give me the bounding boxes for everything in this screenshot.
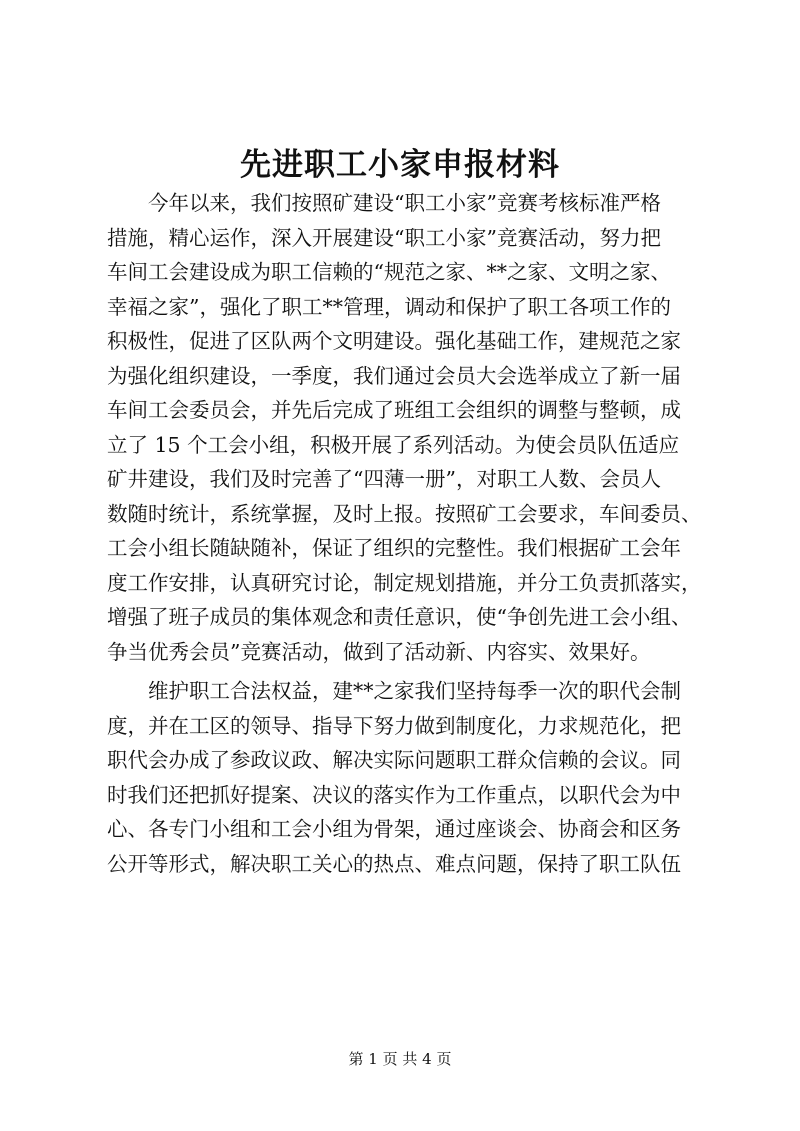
paragraph-1-line-10: 数随时统计，系统掌握，及时上报。按照矿工会要求，车间委员、 (107, 501, 702, 526)
paragraph-1-line-9: 矿井建设，我们及时完善了“四薄一册”，对职工人数、会员人 (107, 467, 661, 491)
paragraph-1-line-11: 工会小组长随缺随补，保证了组织的完整性。我们根据矿工会年 (107, 536, 681, 560)
paragraph-2-line-2: 度，并在工区的领导、指导下努力做到制度化，力求规范化，把 (107, 713, 681, 738)
page-number-footer: 第 1 页 共 4 页 (348, 1050, 452, 1068)
document-body (107, 186, 707, 881)
paragraph-2-line-6: 公开等形式，解决职工关心的热点、难点问题，保持了职工队伍 (107, 851, 681, 876)
paragraph-1-line-5: 积极性，促进了区队两个文明建设。强化基础工作，建规范之家 (107, 329, 681, 353)
document-title: 先进职工小家申报材料 (240, 147, 560, 183)
paragraph-1-line-1: 今年以来，我们按照矿建设“职工小家”竞赛考核标准严格 (148, 191, 661, 215)
paragraph-1-line-2: 措施，精心运作，深入开展建设“职工小家”竞赛活动，努力把 (107, 225, 661, 250)
paragraph-1-line-3: 车间工会建设成为职工信赖的“规范之家、**之家、文明之家、 (107, 260, 671, 284)
paragraph-1-line-14: 争当优秀会员”竞赛活动，做到了活动新、内容实、效果好。 (107, 639, 651, 664)
paragraph-2-line-1: 维护职工合法权益，建**之家我们坚持每季一次的职代会制 (148, 679, 681, 703)
paragraph-1-line-6: 为强化组织建设，一季度，我们通过会员大会选举成立了新一届 (107, 363, 681, 388)
paragraph-1-line-4: 幸福之家”，强化了职工**管理，调动和保护了职工各项工作的 (107, 294, 671, 319)
paragraph-2-line-5: 心、各专门小组和工会小组为骨架，通过座谈会、协商会和区务 (107, 817, 681, 841)
paragraph-1-line-7: 车间工会委员会，并先后完成了班组工会组织的调整与整顿，成 (107, 398, 681, 422)
paragraph-1-line-13: 增强了班子成员的集体观念和责任意识，使“争创先进工会小组、 (107, 605, 692, 629)
paragraph-1-line-8: 立了 15 个工会小组，积极开展了系列活动。为使会员队伍适应 (107, 432, 680, 457)
paragraph-2-line-4: 时我们还把抓好提案、决议的落实作为工作重点，以职代会为中 (107, 782, 681, 807)
paragraph-1-line-12: 度工作安排，认真研究讨论，制定规划措施，并分工负责抓落实， (107, 570, 702, 595)
paragraph-2-line-3: 职代会办成了参政议政、解决实际问题职工群众信赖的会议。同 (107, 748, 681, 772)
